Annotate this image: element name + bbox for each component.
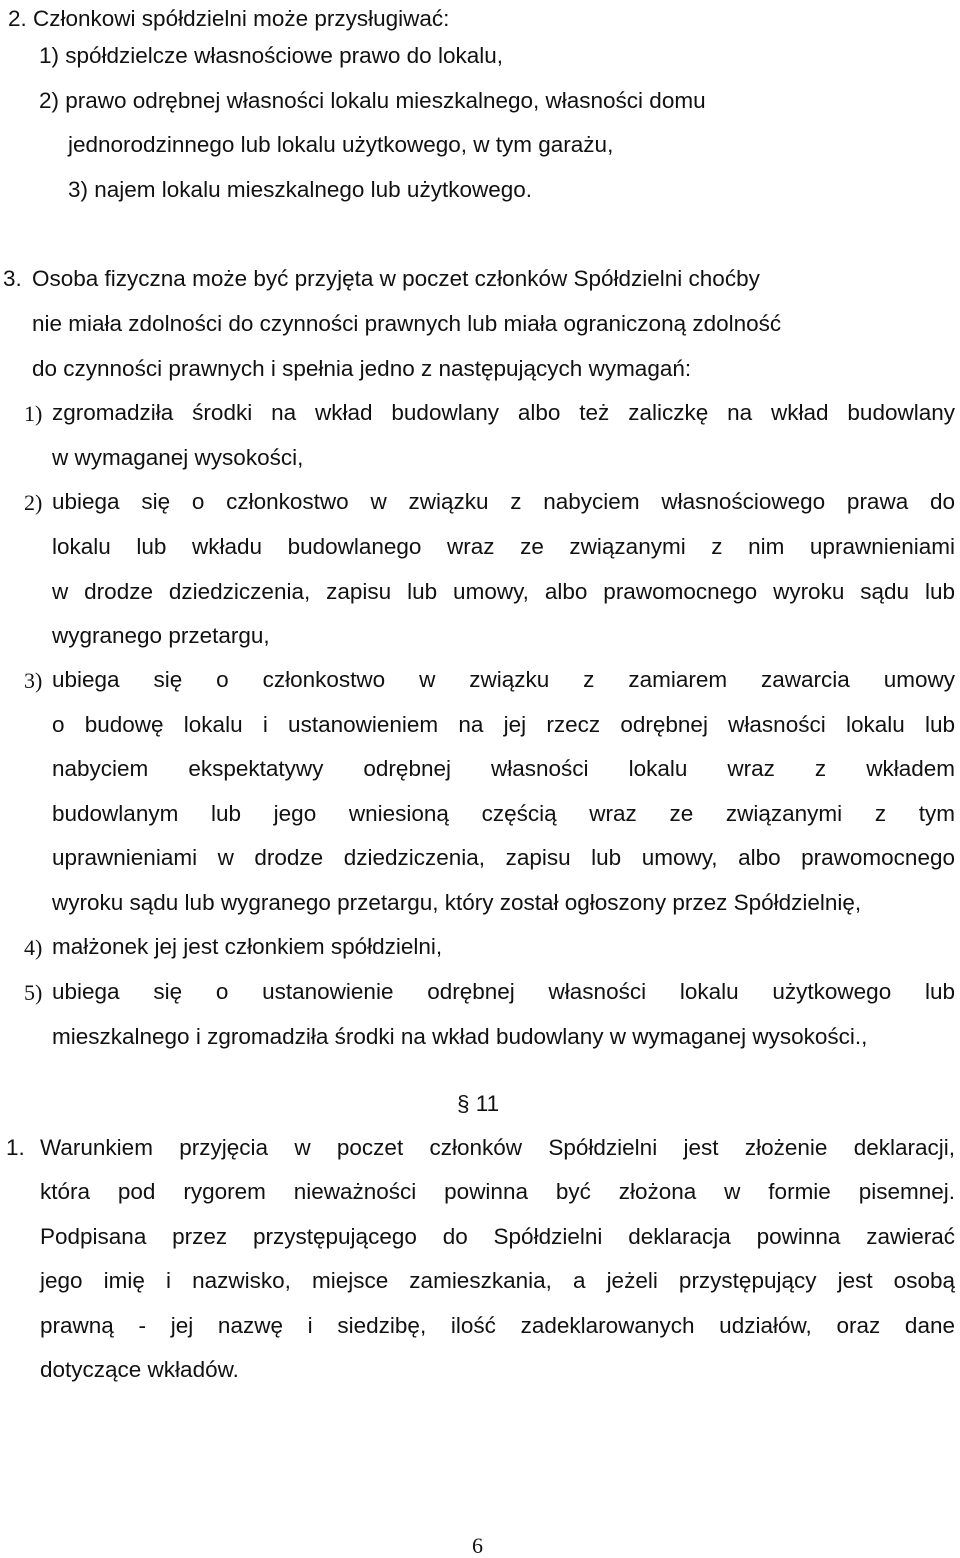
paragraph-text: Warunkiem przyjęcia w poczet członków Spółdzielni jest złożenie deklaracji, [40, 1135, 955, 1160]
section-3-text: do czynności prawnych i spełnia jedno z następujących wymagań: [32, 356, 692, 381]
point-number: 2) [24, 490, 43, 515]
point-number: 5) [24, 980, 43, 1005]
point-number: 1) [24, 401, 43, 426]
point-text: w drodze dziedziczenia, zapisu lub umowy, albo prawomocnego wyroku sądu lub [52, 579, 955, 604]
paragraph-text: która pod rygorem nieważności powinna być złożona w formie pisemnej. [40, 1179, 955, 1204]
section-2-intro: 2. Członkowi spółdzielni może przysługiwać: [8, 6, 450, 31]
point-text: zgromadziła środki na wkład budowlany albo też zaliczkę na wkład budowlany [52, 400, 955, 425]
point-text: o budowę lokalu i ustanowieniem na jej rzecz odrębnej własności lokalu lub [52, 712, 955, 737]
point-text: uprawnieniami w drodze dziedziczenia, zapisu lub umowy, albo prawomocnego [52, 845, 955, 870]
point-number: 3) [24, 668, 43, 693]
point-text: ubiega się o ustanowienie odrębnej własności lokalu użytkowego lub [52, 979, 955, 1004]
point-text: wygranego przetargu, [52, 623, 270, 648]
paragraph-1-number: 1. [6, 1135, 25, 1160]
point-text: mieszkalnego i zgromadziła środki na wkład budowlany w wymaganej wysokości., [52, 1024, 868, 1049]
paragraph-text: dotyczące wkładów. [40, 1357, 239, 1382]
section-3-number: 3. [3, 266, 22, 291]
point-text: nabyciem ekspektatywy odrębnej własności lokalu wraz z wkładem [52, 756, 955, 781]
list-item: 2) prawo odrębnej własności lokalu mieszkalnego, własności domu [39, 88, 706, 113]
point-text: budowlanym lub jego wniesioną częścią wraz ze związanymi z tym [52, 801, 955, 826]
point-text: małżonek jej jest członkiem spółdzielni, [52, 934, 443, 959]
list-item: 3) najem lokalu mieszkalnego lub użytkowego. [68, 177, 532, 202]
page-number: 6 [472, 1533, 483, 1558]
paragraph-text: jego imię i nazwisko, miejsce zamieszkania, a jeżeli przystępujący jest osobą [40, 1268, 955, 1293]
list-item: 1) spółdzielcze własnościowe prawo do lokalu, [39, 43, 503, 68]
point-text: ubiega się o członkostwo w związku z zamiarem zawarcia umowy [52, 667, 955, 692]
point-number: 4) [24, 935, 43, 960]
paragraph-heading: § 11 [457, 1091, 500, 1116]
section-3-text: Osoba fizyczna może być przyjęta w poczet członków Spółdzielni choćby [32, 266, 760, 291]
list-item: jednorodzinnego lub lokalu użytkowego, w tym garażu, [68, 132, 614, 157]
paragraph-text: Podpisana przez przystępującego do Spółdzielni deklaracja powinna zawierać [40, 1224, 955, 1249]
point-text: ubiega się o członkostwo w związku z nabyciem własnościowego prawa do [52, 489, 955, 514]
paragraph-text: prawną - jej nazwę i siedzibę, ilość zadeklarowanych udziałów, oraz dane [40, 1313, 955, 1338]
point-text: lokalu lub wkładu budowlanego wraz ze związanymi z nim uprawnieniami [52, 534, 955, 559]
point-text: wyroku sądu lub wygranego przetargu, który został ogłoszony przez Spółdzielnię, [52, 890, 862, 915]
point-text: w wymaganej wysokości, [52, 445, 304, 470]
section-3-text: nie miała zdolności do czynności prawnych lub miała ograniczoną zdolność [32, 311, 782, 336]
